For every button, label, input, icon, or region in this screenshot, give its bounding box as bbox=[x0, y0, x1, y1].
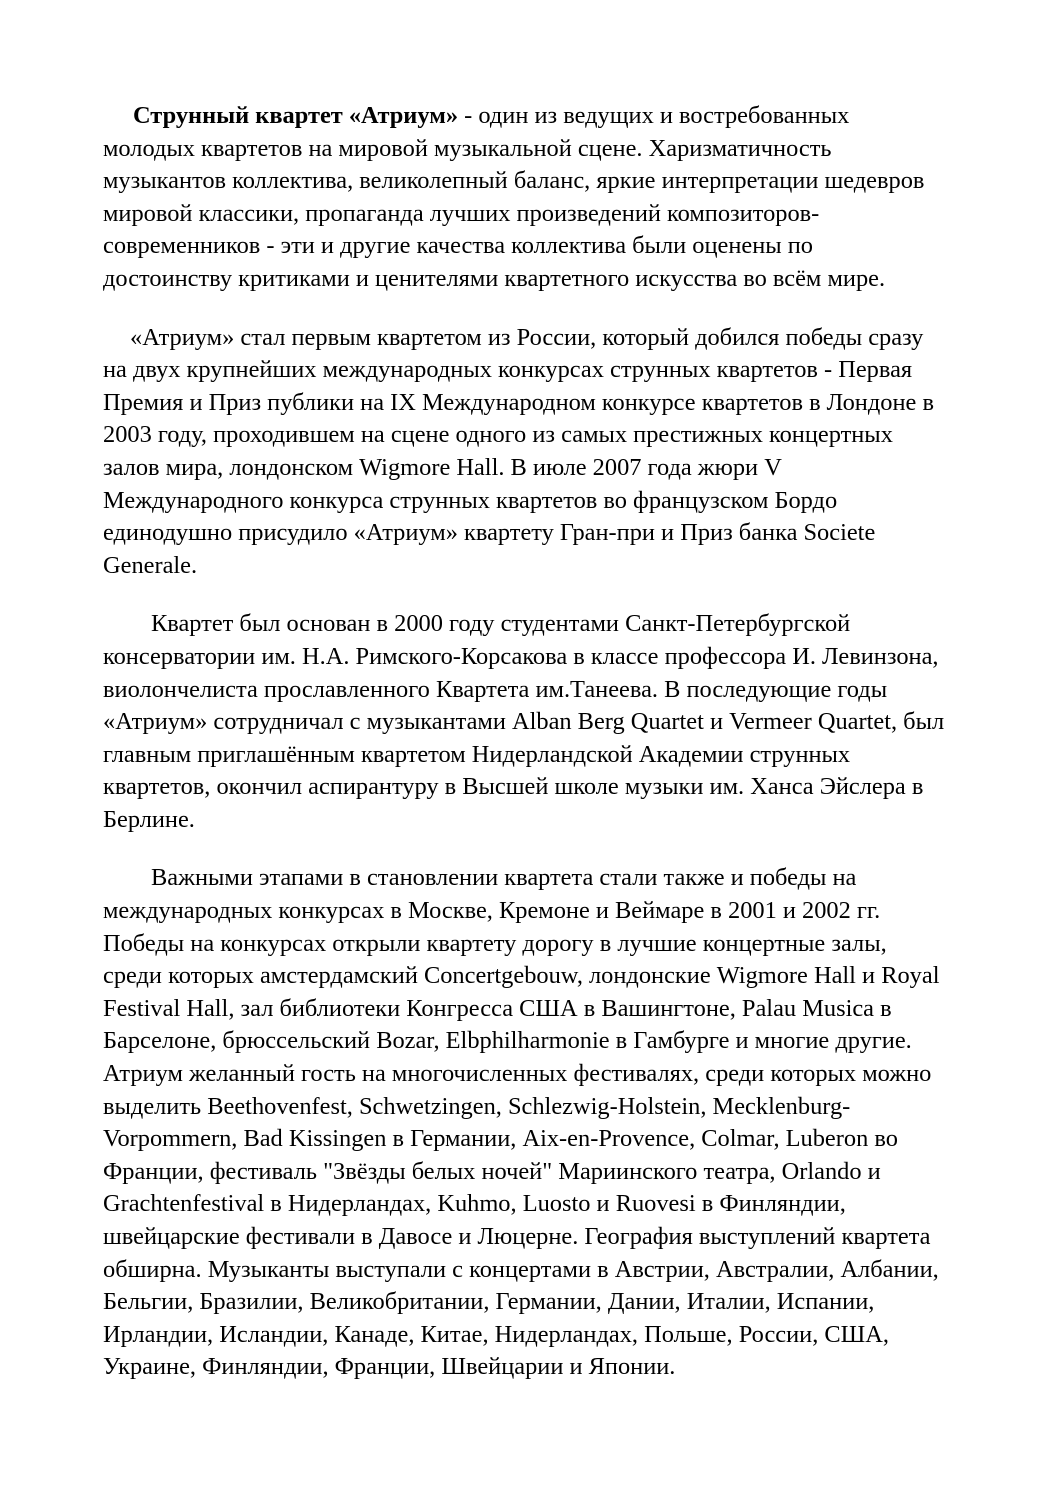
paragraph-line: Атриум желанный гость на многочисленных фестивалях, среди которых можно bbox=[103, 1060, 932, 1088]
paragraph-line: обширна. Музыканты выступали с концертами в Австрии, Австралии, Албании, bbox=[103, 1255, 939, 1283]
paragraph-line: Festival Hall, зал библиотеки Конгресса США в Вашингтоне, Palau Musica в bbox=[103, 994, 892, 1022]
paragraph-2 bbox=[103, 322, 963, 583]
paragraph-line: Украине, Финляндии, Франции, Швейцарии и Японии. bbox=[103, 1353, 676, 1381]
paragraph-gap bbox=[103, 582, 963, 608]
paragraph-line: Ирландии, Исландии, Канаде, Китае, Нидерландах, Польше, России, США, bbox=[103, 1320, 889, 1348]
paragraph-line: «Атриум» стал первым квартетом из России, который добился победы сразу bbox=[130, 323, 924, 351]
paragraph-1 bbox=[103, 100, 963, 296]
paragraph-line: виолончелиста прославленного Квартета им.Танеева. В последующие годы bbox=[103, 675, 888, 703]
paragraph-line: международных конкурсах в Москве, Кремоне и Веймаре в 2001 и 2002 гг. bbox=[103, 897, 881, 925]
paragraph-line: Vorpommern, Bad Kissingen в Германии, Aix-en-Provence, Colmar, Luberon во bbox=[103, 1125, 898, 1153]
paragraph-line: Бельгии, Бразилии, Великобритании, Германии, Дании, Италии, Испании, bbox=[103, 1288, 875, 1316]
line-text: - один из ведущих и востребованных bbox=[458, 102, 850, 129]
paragraph-line: квартетов, окончил аспирантуру в Высшей школе музыки им. Ханса Эйслера в bbox=[103, 773, 924, 801]
paragraph-line: молодых квартетов на мировой музыкальной сцене. Харизматичность bbox=[103, 134, 832, 162]
paragraph-4 bbox=[103, 862, 963, 1384]
paragraph-line: Берлине. bbox=[103, 805, 195, 833]
paragraph-line: достоинству критиками и ценителями квартетного искусства во всём мире. bbox=[103, 264, 886, 292]
paragraph-line: Важными этапами в становлении квартета стали также и победы на bbox=[151, 864, 857, 892]
paragraph-line: музыкантов коллектива, великолепный баланс, яркие интерпретации шедевров bbox=[103, 167, 925, 195]
paragraph-line: «Атриум» сотрудничал с музыкантами Alban Berg Quartet и Vermeer Quartet, был bbox=[103, 708, 945, 736]
paragraph-line: мировой классики, пропаганда лучших произведений композиторов- bbox=[103, 199, 820, 227]
paragraph-line: Grachtenfestival в Нидерландах, Kuhmo, Luosto и Ruovesi в Финляндии, bbox=[103, 1190, 846, 1218]
bold-lead: Струнный квартет «Атриум» bbox=[133, 102, 459, 129]
paragraph-line: Generale. bbox=[103, 551, 198, 579]
paragraph-line: Франции, фестиваль "Звёзды белых ночей" Мариинского театра, Orlando и bbox=[103, 1157, 881, 1185]
paragraph-line: Победы на конкурсах открыли квартету дорогу в лучшие концертные залы, bbox=[103, 929, 887, 957]
paragraph-line bbox=[103, 100, 963, 133]
paragraph-line: швейцарские фестивали в Давосе и Люцерне. География выступлений квартета bbox=[103, 1223, 931, 1250]
paragraph-gap bbox=[103, 836, 963, 862]
paragraph-line: современников - эти и другие качества коллектива были оценены по bbox=[103, 232, 814, 260]
paragraph-line: консерватории им. Н.А. Римского-Корсакова в классе профессора И. Левинзона, bbox=[103, 642, 939, 670]
paragraph-line: главным приглашённым квартетом Нидерландской Академии струнных bbox=[103, 740, 851, 768]
paragraph-line: единодушно присудило «Атриум» квартету Гран-при и Приз банка Societe bbox=[103, 519, 876, 547]
paragraph-line: 2003 году, проходившем на сцене одного из самых престижных концертных bbox=[103, 421, 893, 449]
paragraph-line: на двух крупнейших международных конкурсах струнных квартетов - Первая bbox=[103, 356, 913, 384]
paragraph-line: Премия и Приз публики на IX Международном конкурсе квартетов в Лондоне в bbox=[103, 388, 934, 416]
paragraph-line: Барселоне, брюссельский Bozar, Elbphilharmonie в Гамбурге и многие другие. bbox=[103, 1027, 912, 1055]
paragraph-line: залов мира, лондонском Wigmore Hall. В июле 2007 года жюри V bbox=[103, 453, 782, 481]
paragraph-line: Международного конкурса струнных квартетов во французском Бордо bbox=[103, 486, 838, 514]
paragraph-3 bbox=[103, 608, 963, 836]
paragraph-gap bbox=[103, 296, 963, 322]
paragraph-line: Квартет был основан в 2000 году студентами Санкт-Петербургской bbox=[151, 610, 851, 638]
paragraph-line: выделить Beethovenfest, Schwetzingen, Schlezwig-Holstein, Mecklenburg- bbox=[103, 1092, 851, 1120]
document-page bbox=[103, 100, 963, 1384]
paragraph-line: среди которых амстердамский Concertgebouw, лондонские Wigmore Hall и Royal bbox=[103, 962, 940, 990]
